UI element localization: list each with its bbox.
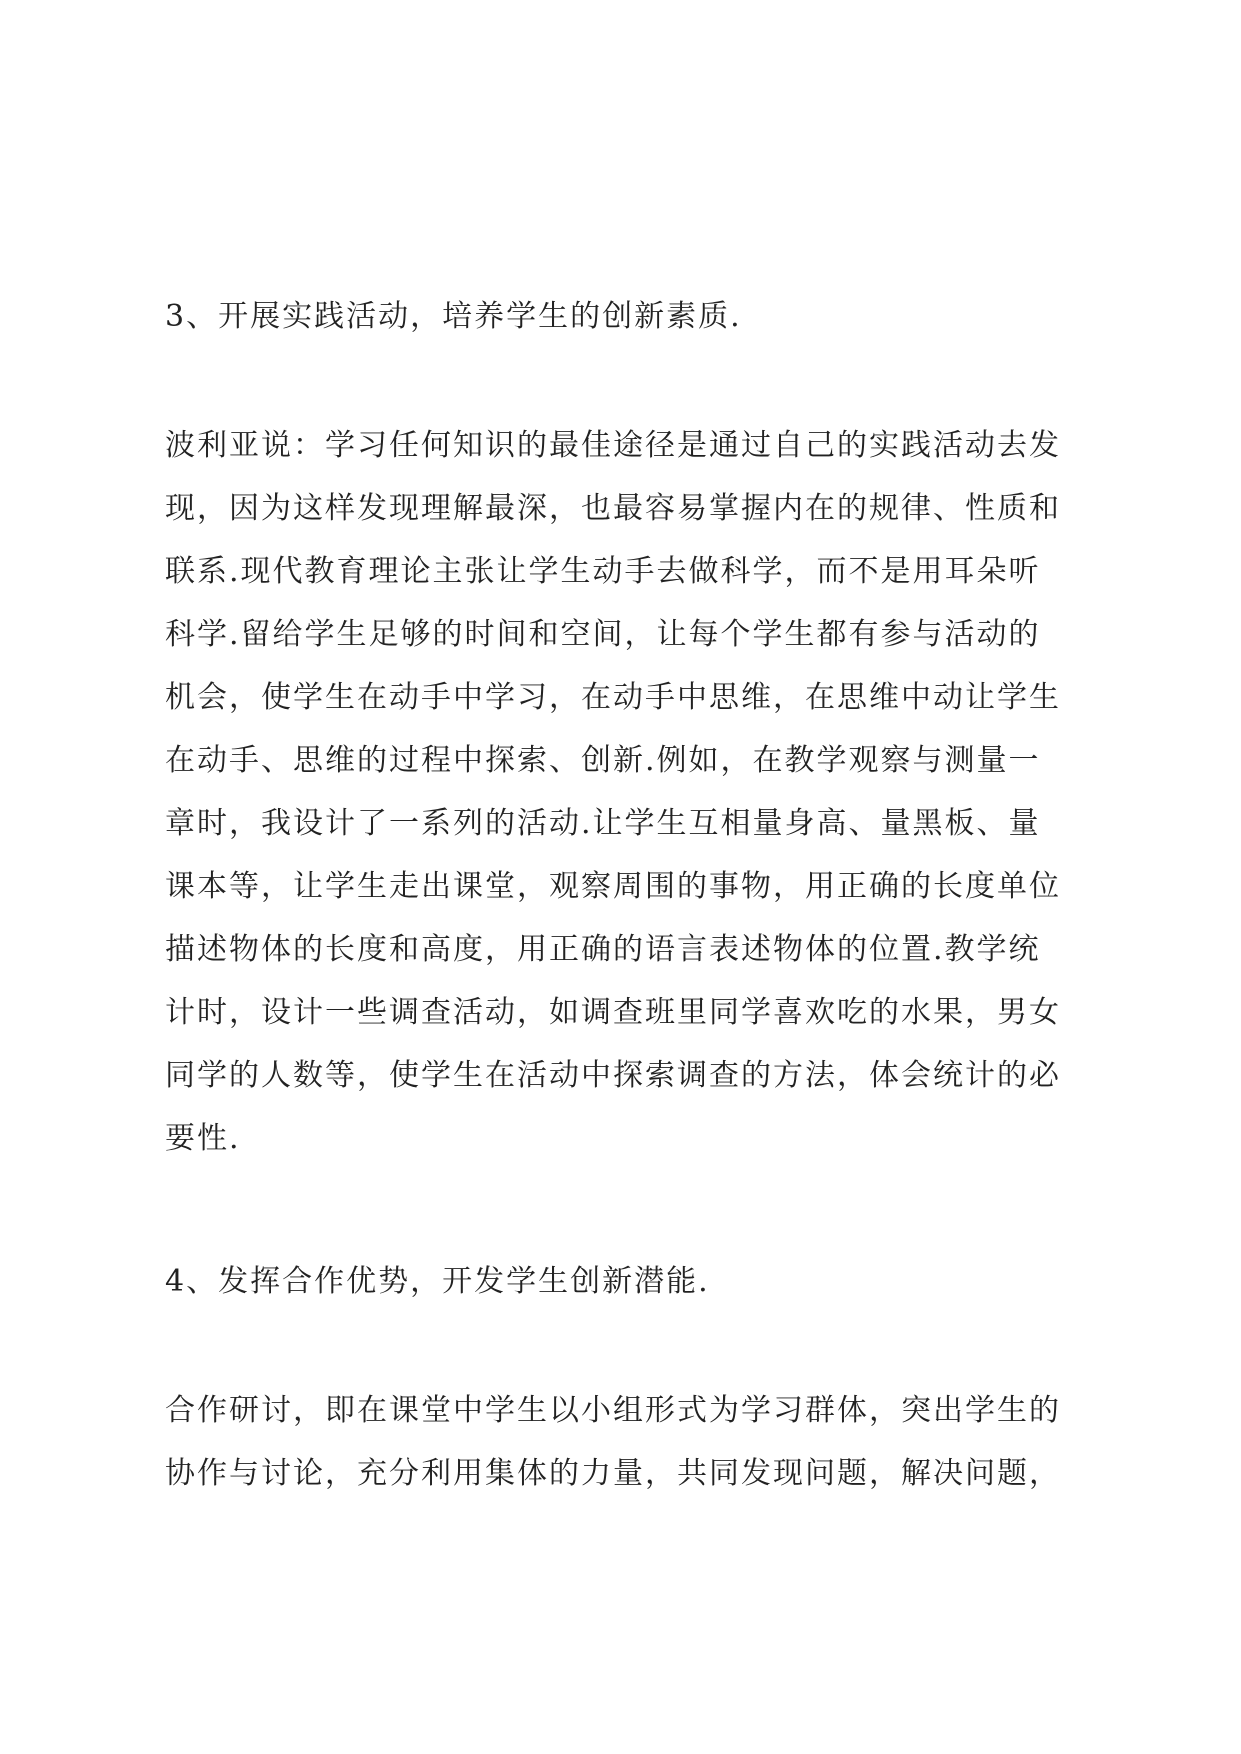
paragraph-line: 联系.现代教育理论主张让学生动手去做科学，而不是用耳朵听 [165,554,1041,589]
paragraph-line: 要性. [165,1121,241,1156]
paragraph-line: 描述物体的长度和高度，用正确的语言表述物体的位置.教学统 [165,932,1041,967]
heading-text: 3、开展实践活动，培养学生的创新素质. [165,299,742,334]
paragraph-line: 机会，使学生在动手中学习，在动手中思维，在思维中动让学生 [165,680,1061,715]
paragraph-line: 现，因为这样发现理解最深，也最容易掌握内在的规律、性质和 [165,491,1061,526]
paragraph-line: 计时，设计一些调查活动，如调查班里同学喜欢吃的水果，男女 [165,995,1061,1030]
paragraph-line: 在动手、思维的过程中探索、创新.例如，在教学观察与测量一 [165,743,1041,778]
paragraph-line: 章时，我设计了一系列的活动.让学生互相量身高、量黑板、量 [165,806,1041,841]
paragraph-cooperation [165,1379,1095,1505]
paragraph-practice-activities [165,414,1095,1170]
section-heading-4 [165,1250,1095,1313]
paragraph-line: 课本等，让学生走出课堂，观察周围的事物，用正确的长度单位 [165,869,1061,904]
paragraph-line: 合作研讨，即在课堂中学生以小组形式为学习群体，突出学生的 [165,1393,1061,1428]
heading-text: 4、发挥合作优势，开发学生创新潜能. [165,1264,710,1299]
paragraph-line: 同学的人数等，使学生在活动中探索调查的方法，体会统计的必 [165,1058,1061,1093]
paragraph-line: 科学.留给学生足够的时间和空间，让每个学生都有参与活动的 [165,617,1041,652]
paragraph-line: 波利亚说：学习任何知识的最佳途径是通过自己的实践活动去发 [165,428,1061,463]
paragraph-line: 协作与讨论，充分利用集体的力量，共同发现问题，解决问题， [165,1456,1061,1491]
section-heading-3 [165,285,1095,348]
